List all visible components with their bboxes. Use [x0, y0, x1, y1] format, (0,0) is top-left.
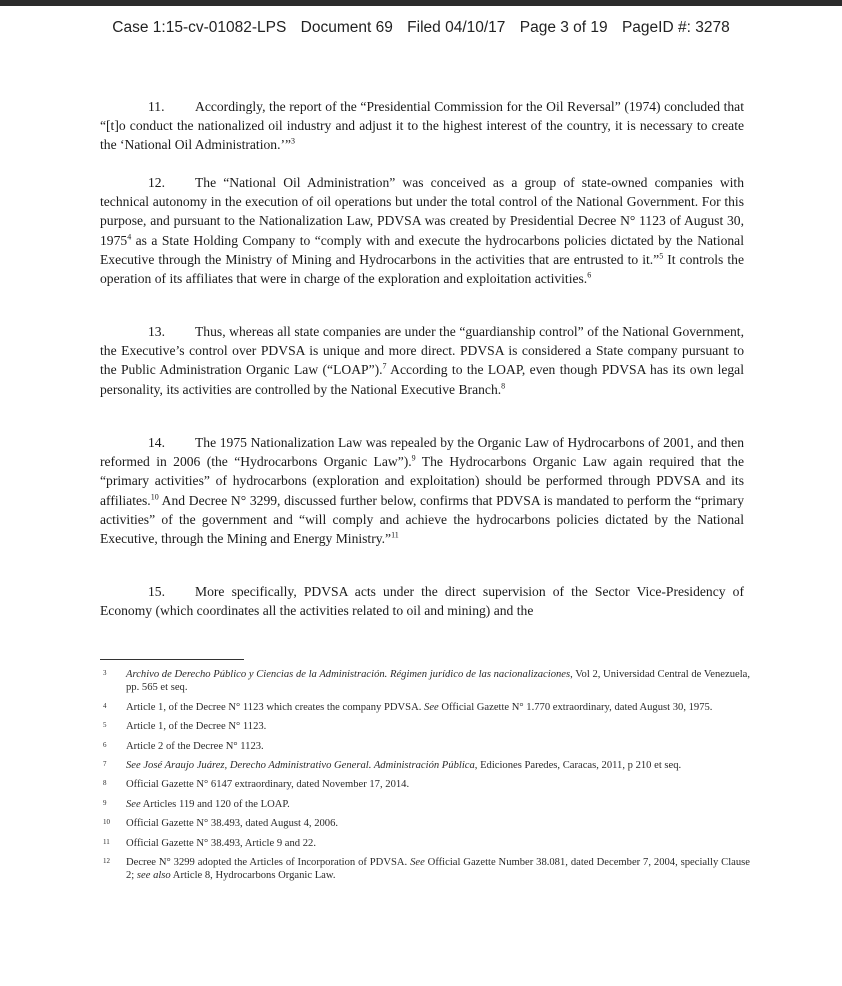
footnote-3	[100, 668, 750, 695]
footnote-ref[interactable]: 8	[501, 381, 506, 391]
footnote-text: Articles 119 and 120 of the LOAP.	[140, 798, 290, 810]
footnote-ref[interactable]: 3	[291, 136, 296, 146]
paragraph-number: 13.	[148, 324, 165, 339]
footnote-10	[100, 817, 750, 830]
paragraph-text: Accordingly, the report of the “Presidential Commission for the Oil Reversal” (1974) concluded that “[t]o conduct the nationalized oil industry and adjust it to the highest interest of the country, it is necessary to create the ‘National Oil Administration.’”	[100, 99, 744, 153]
footnote-italic: Archivo de Derecho Público y Ciencias de la Administración. Régimen jurídico de las nacionalizaciones	[126, 669, 571, 680]
paragraph-13	[100, 322, 744, 399]
footnotes	[100, 668, 750, 889]
footnote-ref[interactable]: 6	[587, 270, 592, 280]
footnote-8	[100, 778, 750, 791]
footnote-text: Official Gazette N° 6147 extraordinary, dated November 17, 2014.	[126, 779, 410, 791]
paragraph-number: 11.	[148, 99, 165, 114]
paragraph-text: The “National Oil Administration” was conceived as a group of state-owned companies with technical autonomy in the execution of oil operations but under the total control of the National Government. For this purpose, and pursuant to the Nationalization Law, PDVSA was created by Presidential Decree N° 1123 of August 30, 1975	[100, 175, 744, 248]
footnote-text: Official Gazette N° 1.770 extraordinary, dated August 30, 1975.	[438, 701, 713, 713]
paragraph-text: Thus, whereas all state companies are under the “guardianship control” of the National Government, the Executive’s control over PDVSA is unique and more direct. PDVSA is considered a State company pursuant to the Public Administration Organic Law (“LOAP”).	[100, 324, 744, 378]
paragraph-number: 14.	[148, 435, 165, 450]
footnote-mark: 5	[103, 721, 107, 730]
paragraph-11	[100, 97, 744, 155]
footnote-mark: 8	[103, 779, 107, 788]
footnote-text: Article 2 of the Decree N° 1123.	[126, 740, 264, 752]
footnote-text: Official Gazette Number 38.081, dated December 7, 2004, specially Clause 2;	[126, 857, 750, 882]
footnote-ref[interactable]: 4	[127, 232, 132, 242]
footnote-9	[100, 798, 750, 811]
paragraph-14	[100, 433, 744, 548]
footnote-italic: See	[424, 701, 439, 713]
footnote-ref[interactable]: 11	[391, 530, 399, 540]
paragraph-15	[100, 582, 744, 620]
footnote-mark: 4	[103, 701, 107, 710]
footnote-separator	[100, 659, 244, 660]
page-id: PageID #: 3278	[621, 19, 730, 36]
footnote-7	[100, 759, 750, 772]
footnote-ref[interactable]: 7	[382, 361, 387, 371]
footnote-text: Official Gazette N° 38.493, dated August 4, 2006.	[126, 818, 339, 830]
case-number: Case 1:15-cv-01082-LPS	[112, 19, 287, 36]
footnote-text: , Vol 2, Universidad Central de Venezuela, pp. 565 et seq.	[126, 669, 750, 694]
paragraph-text: According to the LOAP, even though PDVSA has its own legal personality, its activities are controlled by the National Executive Branch.	[100, 362, 744, 397]
footnote-mark: 10	[103, 818, 110, 827]
footnote-text: , Ediciones Paredes, Caracas, 2011, p 210 et seq.	[474, 760, 682, 772]
footnote-text: Decree N° 3299 adopted the Articles of Incorporation of PDVSA.	[126, 857, 411, 869]
paragraph-text: It controls the operation of its affiliates that were in charge of the exploration and exploitation activities.	[100, 251, 744, 287]
footnote-11	[100, 837, 750, 850]
paragraph-text: And Decree N° 3299, discussed further below, confirms that PDVSA is mandated to perform the “primary activities” of the government and “will comply and achieve the hydrocarbons policies dictated by the National Executive, through the Mining and Energy Ministry.”	[100, 492, 744, 547]
paragraph-text: The 1975 Nationalization Law was repealed by the Organic Law of Hydrocarbons of 2001, and then reformed in 2006 (the “Hydrocarbons Organic Law”).	[100, 435, 744, 470]
footnote-italic: See José Araujo Juárez, Derecho Administrativo General. Administración Pública	[126, 760, 475, 772]
footnote-5	[100, 720, 750, 733]
page-count: Page 3 of 19	[519, 19, 608, 36]
footnote-ref[interactable]: 5	[659, 251, 664, 261]
footnote-text: Article 8, Hydrocarbons Organic Law.	[170, 870, 336, 882]
viewer-top-bar	[0, 0, 842, 6]
footnote-text: Article 1, of the Decree N° 1123 which creates the company PDVSA.	[126, 701, 425, 713]
footnote-mark: 3	[103, 669, 107, 677]
footnote-6	[100, 740, 750, 753]
footnote-italic: See	[126, 798, 141, 810]
footnote-italic: See	[410, 857, 425, 869]
paragraph-number: 12.	[148, 175, 165, 190]
paragraph-text: More specifically, PDVSA acts under the direct supervision of the Sector Vice-Presidency of Economy (which coordinates all the activities related to oil and mining) and the	[100, 584, 744, 619]
case-header	[0, 19, 842, 37]
footnote-italic: see also	[136, 870, 171, 882]
footnote-text: Article 1, of the Decree N° 1123.	[126, 721, 267, 733]
filed-date: Filed 04/10/17	[407, 19, 506, 36]
footnote-mark: 12	[103, 857, 110, 866]
paragraph-text: The Hydrocarbons Organic Law again required that the “primary activities” of hydrocarbons (exploration and exploitation) should be performed through PDVSA and its affiliates.	[100, 454, 744, 508]
footnote-ref[interactable]: 10	[150, 492, 159, 502]
paragraph-text: as a State Holding Company to “comply with and execute the hydrocarbons policies dictated by the National Executive through the Ministry of Mining and Hydrocarbons in the activities that are entrusted to it.”	[100, 232, 744, 267]
footnote-mark: 11	[103, 837, 110, 846]
paragraph-number: 15.	[148, 584, 165, 599]
footnote-mark: 6	[103, 740, 107, 749]
footnote-12	[100, 856, 750, 883]
footnote-text: Official Gazette N° 38.493, Article 9 and 22.	[126, 837, 316, 849]
footnote-4	[100, 701, 750, 714]
document-number: Document 69	[300, 19, 393, 36]
footnote-ref[interactable]: 9	[411, 453, 416, 463]
paragraph-12	[100, 173, 744, 288]
footnote-mark: 7	[103, 760, 107, 769]
footnote-mark: 9	[103, 798, 107, 807]
